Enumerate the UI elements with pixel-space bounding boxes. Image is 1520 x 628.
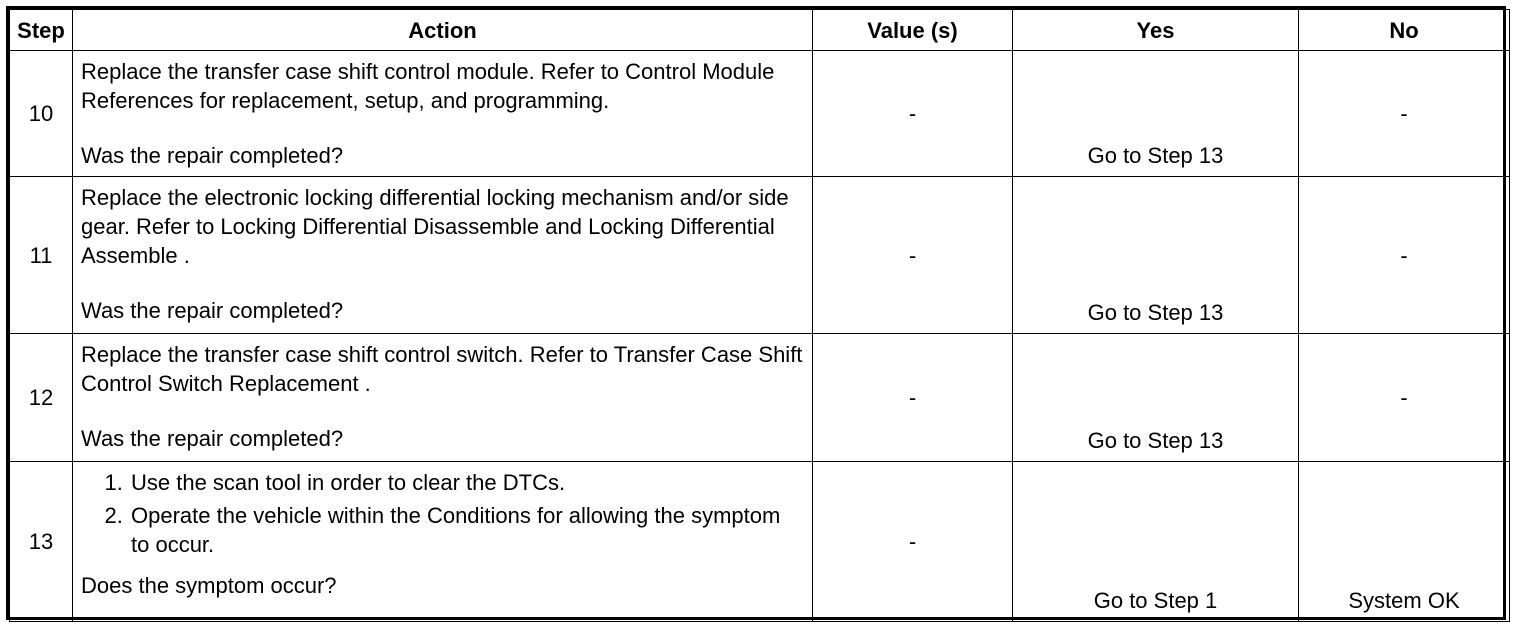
action-text: Replace the transfer case shift control module. Refer to Control Module References for replacement, setup, and programming.: [81, 59, 775, 113]
no-cell: -: [1299, 334, 1510, 462]
table-row: [10, 51, 1510, 177]
action-question: Does the symptom occur?: [81, 573, 337, 598]
no-cell: -: [1299, 51, 1510, 177]
column-header-action: Action: [73, 10, 813, 51]
diagnostic-table: [9, 9, 1510, 622]
value-cell: -: [813, 177, 1013, 334]
value-cell: -: [813, 334, 1013, 462]
yes-cell: Go to Step 13: [1013, 177, 1299, 334]
value-cell: -: [813, 462, 1013, 622]
action-question: Was the repair completed?: [81, 298, 344, 323]
action-cell: [73, 334, 813, 462]
yes-cell: Go to Step 13: [1013, 51, 1299, 177]
column-header-yes: Yes: [1013, 10, 1299, 51]
yes-cell: Go to Step 1: [1013, 462, 1299, 622]
column-header-value: Value (s): [813, 10, 1013, 51]
table-row: [10, 177, 1510, 334]
value-cell: -: [813, 51, 1013, 177]
step-number: 11: [10, 177, 73, 334]
table-header-row: [10, 10, 1510, 51]
action-cell: [73, 462, 813, 622]
table-row: [10, 334, 1510, 462]
action-cell: [73, 51, 813, 177]
action-question: Was the repair completed?: [81, 143, 344, 168]
numbered-instruction-list: [81, 468, 804, 559]
action-cell: [73, 177, 813, 334]
action-text: Replace the transfer case shift control switch. Refer to Transfer Case Shift Control Switch Replacement .: [81, 342, 803, 396]
step-number: 12: [10, 334, 73, 462]
column-header-no: No: [1299, 10, 1510, 51]
list-item: 2. Operate the vehicle within the Conditions for allowing the symptom to occur.: [129, 501, 804, 559]
action-text: Replace the electronic locking differential locking mechanism and/or side gear. Refer to Locking Differential Disassemble and Locking Differential Assemble .: [81, 185, 789, 268]
no-cell: System OK: [1299, 462, 1510, 622]
step-number: 13: [10, 462, 73, 622]
list-item: 1. Use the scan tool in order to clear the DTCs.: [129, 468, 804, 497]
column-header-step: Step: [10, 10, 73, 51]
no-cell: -: [1299, 177, 1510, 334]
diagnostic-table-frame: [6, 6, 1506, 620]
table-row: [10, 462, 1510, 622]
step-number: 10: [10, 51, 73, 177]
yes-cell: Go to Step 13: [1013, 334, 1299, 462]
action-question: Was the repair completed?: [81, 426, 344, 451]
